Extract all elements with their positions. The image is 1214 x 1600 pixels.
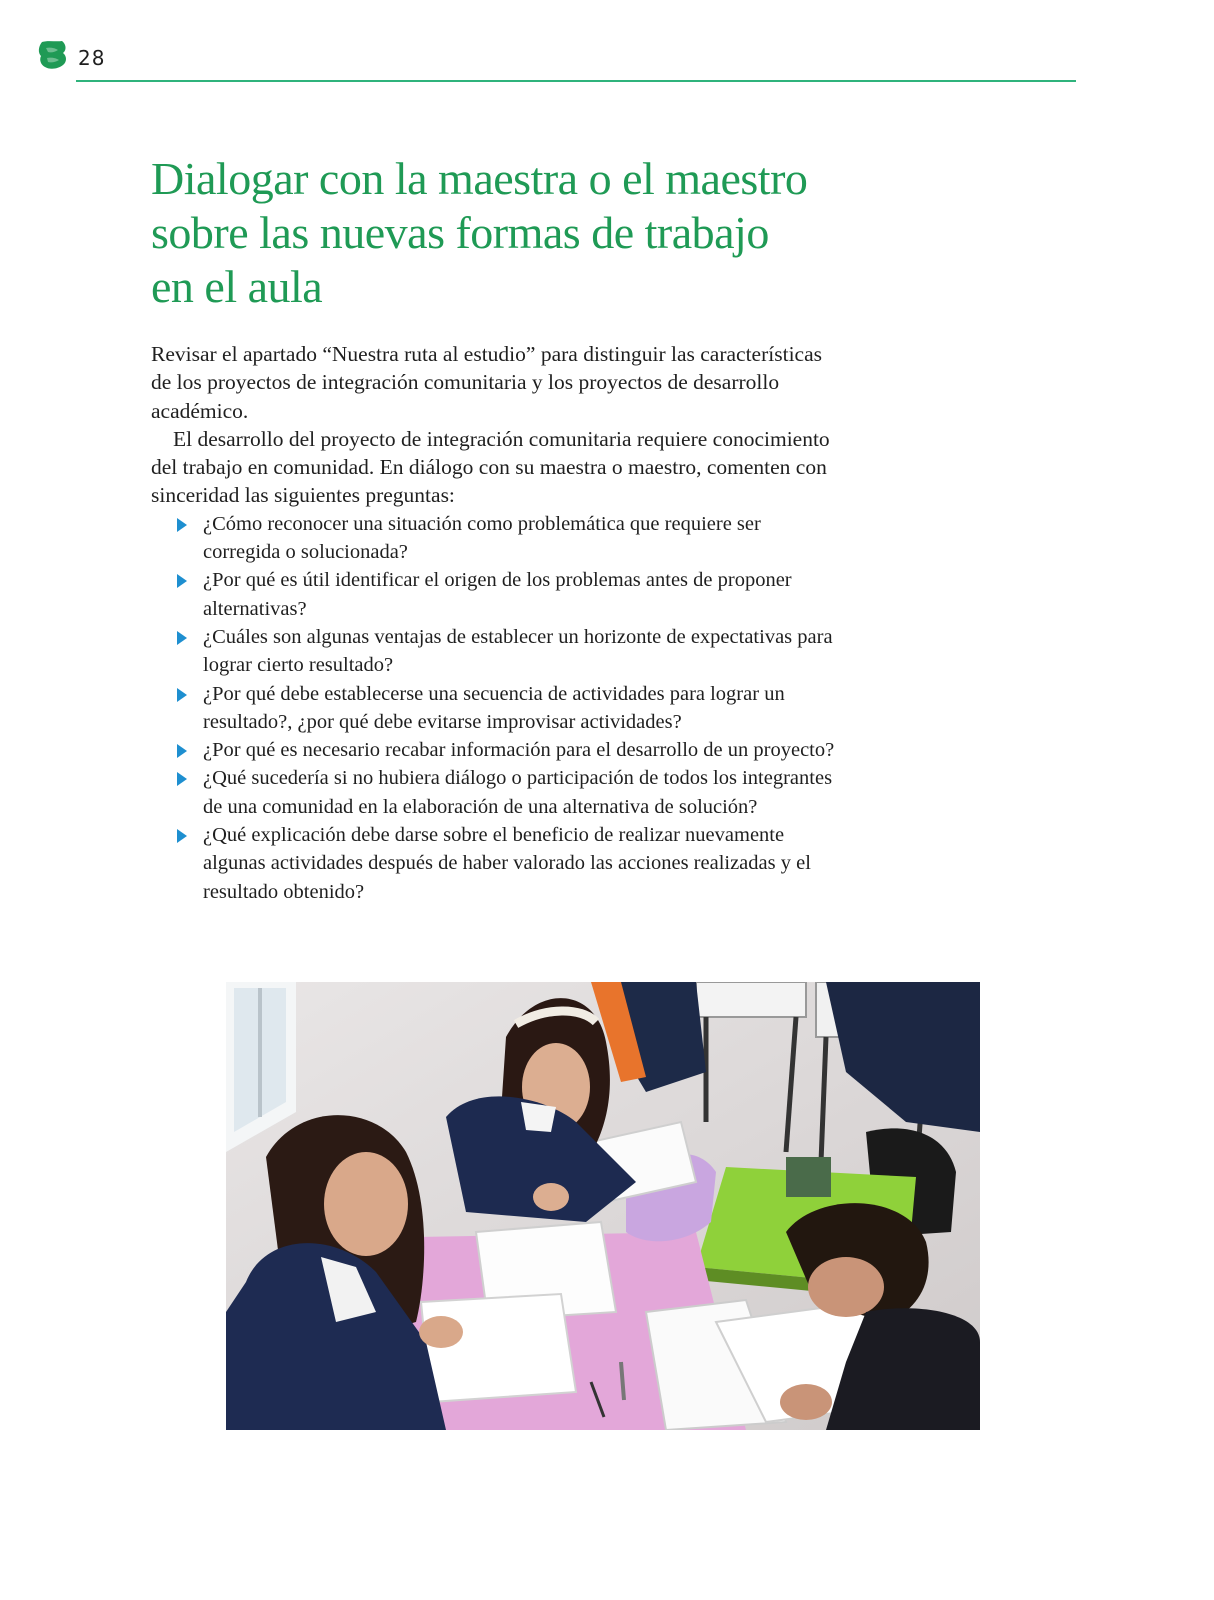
triangle-bullet-icon xyxy=(177,772,187,786)
question-text: ¿Qué explicación debe darse sobre el beneficio de realizar nuevamente algunas actividades después de haber valorado las acciones realizadas y el resultado obtenido? xyxy=(203,824,811,903)
paragraph: Revisar el apartado “Nuestra ruta al estudio” para distinguir las características de los proyectos de integración comunitaria y los proyectos de desarrollo académico. xyxy=(151,342,822,423)
list-item xyxy=(203,510,841,567)
triangle-bullet-icon xyxy=(177,518,187,532)
body-text xyxy=(151,340,841,906)
triangle-bullet-icon xyxy=(177,574,187,588)
title-line: sobre las nuevas formas de trabajo xyxy=(151,207,769,258)
section-title xyxy=(151,152,851,314)
triangle-bullet-icon xyxy=(177,829,187,843)
title-line: en el aula xyxy=(151,261,323,312)
list-item xyxy=(203,566,841,623)
question-text: ¿Por qué es útil identificar el origen de los problemas antes de proponer alternativas? xyxy=(203,569,792,620)
question-text: ¿Cuáles son algunas ventajas de establecer un horizonte de expectativas para lograr cierto resultado? xyxy=(203,625,833,677)
list-item xyxy=(203,821,841,906)
list-item xyxy=(203,680,841,737)
triangle-bullet-icon xyxy=(177,744,187,758)
question-text: ¿Por qué es necesario recabar información para el desarrollo de un proyecto? xyxy=(203,739,835,762)
classroom-students-photo xyxy=(226,982,980,1430)
list-item xyxy=(203,764,841,821)
triangle-bullet-icon xyxy=(177,631,187,645)
green-leaf-figure-icon xyxy=(36,38,70,72)
title-line: Dialogar con la maestra o el maestro xyxy=(151,153,808,204)
page-header xyxy=(36,36,1076,84)
triangle-bullet-icon xyxy=(177,688,187,702)
question-text: ¿Cómo reconocer una situación como problemática que requiere ser corregida o solucionada? xyxy=(203,512,761,564)
question-text: ¿Qué sucedería si no hubiera diálogo o participación de todos los integrantes de una comunidad en la elaboración de una alternativa de solución? xyxy=(203,767,833,818)
paragraph: El desarrollo del proyecto de integración comunitaria requiere conocimiento del trabajo en comunidad. En diálogo con su maestra o maestro, comenten con sinceridad las siguientes preguntas: xyxy=(151,426,830,508)
question-text: ¿Por qué debe establecerse una secuencia de actividades para lograr un resultado?, ¿por qué debe evitarse improvisar actividades? xyxy=(203,682,785,733)
list-item xyxy=(203,623,841,680)
list-item xyxy=(203,736,841,764)
question-list xyxy=(151,510,841,906)
header-rule xyxy=(76,80,1076,82)
page-number: 28 xyxy=(78,46,106,70)
